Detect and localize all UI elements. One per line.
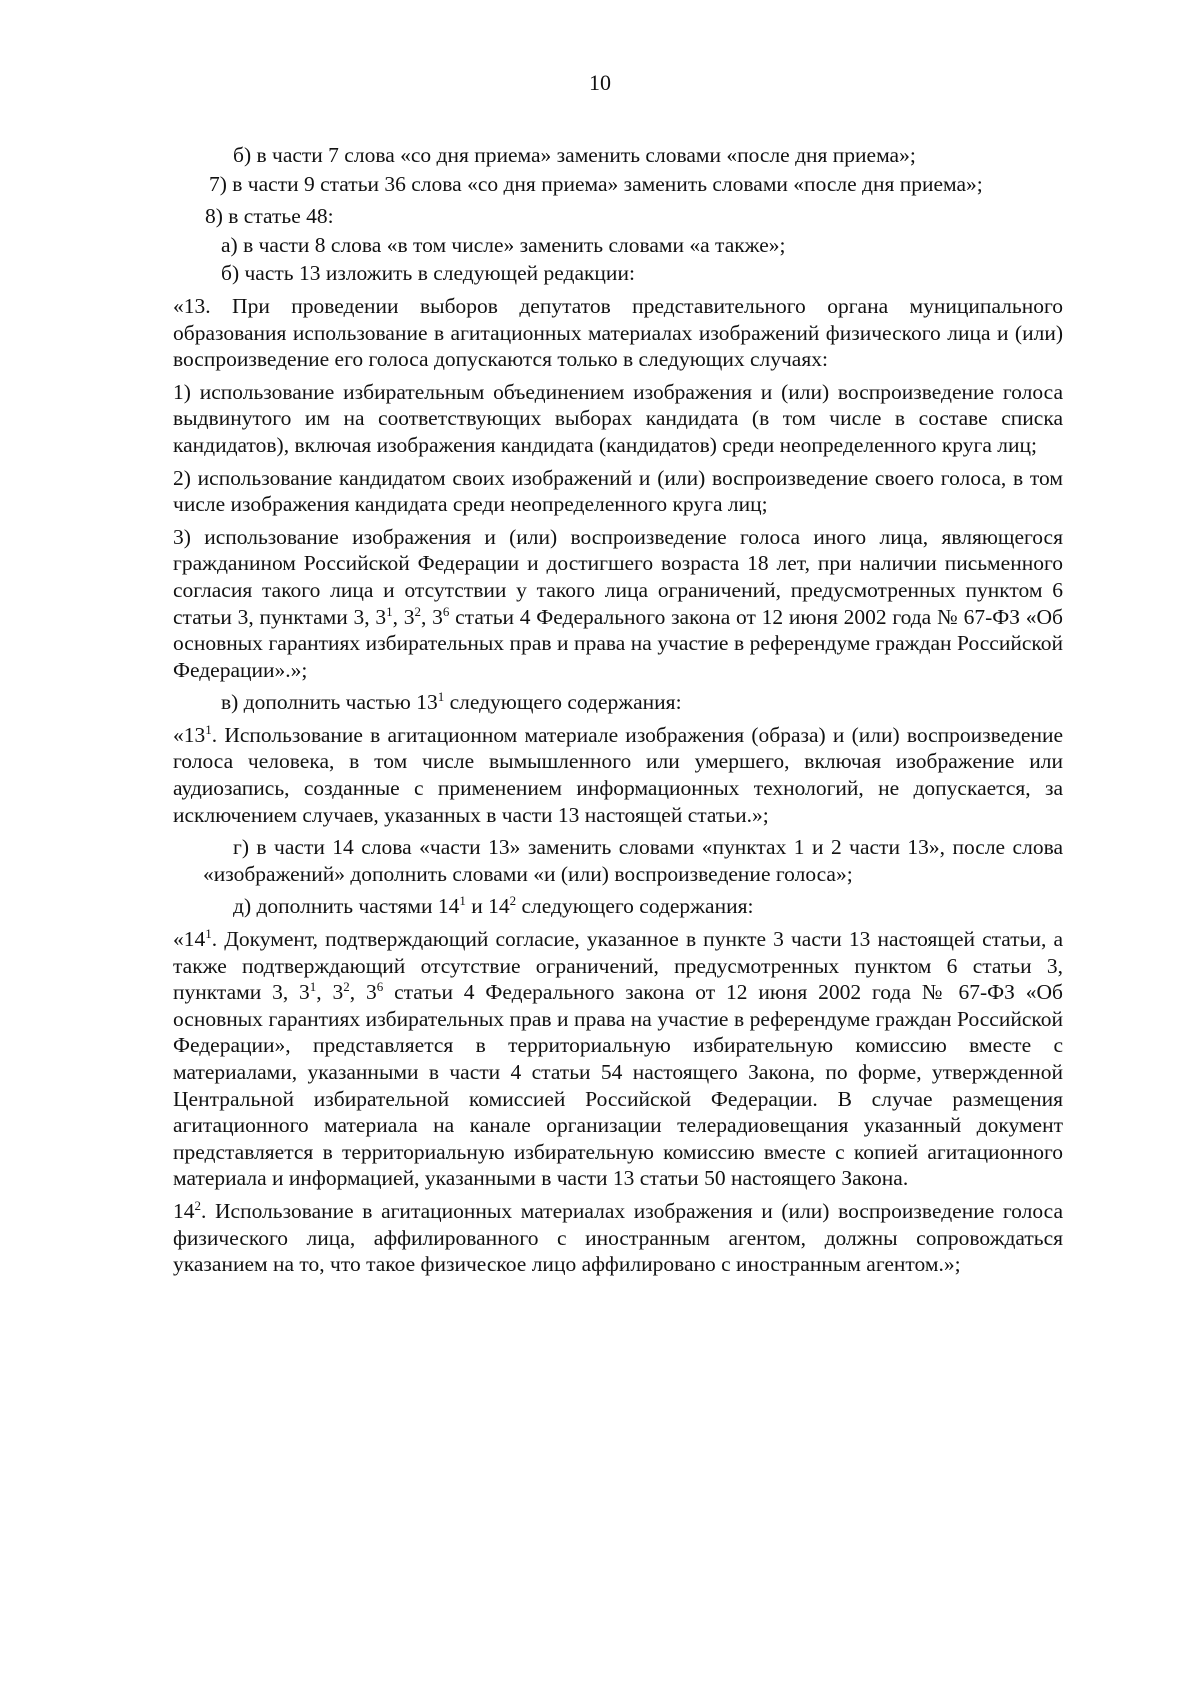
paragraph-text: а) в части 8 слова «в том числе» заменить словами «а также»; (221, 232, 786, 257)
paragraph-4 (173, 232, 1063, 259)
paragraph-text: статьи 4 Федерального закона от 12 июня 2002 года № 67-ФЗ «Об основных гарантиях избирательных прав и права на участие в референдуме граждан Российской Федерации», представляется в территориальную избирательную комиссию вместе с материалами, указанными в части 4 статьи 54 настоящего Закона, по форме, утвержденной Центральной избирательной комиссией Российской Федерации. В случае размещения агитационного материала на канале организации телерадиовещания указанный документ представляется в территориальную избирательную комиссию вместе с копией агитационного материала и информацией, указанными в части 13 статьи 50 настоящего Закона. (173, 980, 1063, 1191)
superscript-index: 2 (194, 1197, 201, 1213)
paragraph-text: , 3 (316, 980, 344, 1005)
superscript-index: 6 (442, 603, 450, 619)
document-body (173, 142, 1063, 1284)
superscript-index: 6 (376, 979, 384, 995)
paragraph-text: 14 (173, 1198, 195, 1223)
paragraph-7 (173, 379, 1063, 459)
paragraph-9 (173, 524, 1063, 684)
paragraph-14 (173, 926, 1063, 1192)
paragraph-text: «13. При проведении выборов депутатов представительного органа муниципального образования использование в агитационных материалах изображений физического лица и (или) воспроизведение его голоса допускаются только в следующих случаях: (173, 293, 1063, 372)
paragraph-text: 1) использование избирательным объединением изображения и (или) воспроизведение голоса выдвинутого им на соответствующих выборах кандидата (в том числе в составе списка кандидатов), включая изображения кандидата (кандидатов) среди неопределенного круга лиц; (173, 379, 1063, 457)
paragraph-6 (173, 293, 1063, 373)
paragraph-text: следующего содержания: (444, 690, 682, 715)
paragraph-text: г) в части 14 слова «части 13» заменить словами «пунктах 1 и 2 части 13», после слова «изображений» дополнить словами «и (или) воспроизведение голоса»; (203, 835, 1063, 886)
superscript-index: 1 (459, 893, 466, 909)
superscript-index: 2 (509, 893, 517, 909)
paragraph-text: . Использование в агитационных материалах изображения и (или) воспроизведение голоса физического лица, аффилированного с иностранным агентом, должны сопровождаться указанием на то, что такое физическое лицо аффилировано с иностранным агентом.»; (173, 1198, 1063, 1277)
paragraph-15 (173, 1198, 1063, 1278)
paragraph-text: б) в части 7 слова «со дня приема» заменить словами «после дня приема»; (233, 143, 916, 167)
superscript-index: 1 (205, 925, 212, 941)
paragraph-8 (173, 465, 1063, 518)
paragraph-text: б) часть 13 изложить в следующей редакции: (221, 261, 635, 286)
superscript-index: 1 (309, 979, 317, 995)
paragraph-text: следующего содержания: (516, 894, 754, 919)
paragraph-text: и 14 (465, 894, 510, 919)
paragraph-10 (173, 689, 1063, 716)
paragraph-3 (173, 203, 1063, 230)
paragraph-text: , 3 (421, 604, 443, 629)
superscript-index: 1 (386, 603, 393, 619)
superscript-index: 2 (343, 979, 350, 995)
paragraph-text: «14 (173, 927, 206, 952)
superscript-index: 2 (414, 603, 422, 619)
paragraph-13 (173, 893, 1063, 920)
page-number: 10 (589, 70, 611, 95)
paragraph-12 (173, 834, 1063, 887)
paragraph-text: , 3 (392, 604, 415, 629)
paragraph-1 (173, 142, 1063, 169)
paragraph-text: «13 (173, 722, 206, 747)
paragraph-text: 7) в части 9 статьи 36 слова «со дня приема» заменить словами «после дня приема»; (209, 171, 983, 196)
paragraph-text: д) дополнить частями 14 (233, 894, 460, 919)
paragraph-text: в) дополнить частью 13 (221, 690, 438, 715)
paragraph-text: , 3 (349, 980, 377, 1005)
paragraph-5 (173, 260, 1063, 287)
superscript-index: 1 (437, 689, 445, 705)
paragraph-text: статьи 4 Федерального закона от 12 июня 2002 года № 67-ФЗ «Об основных гарантиях избирательных прав и права на участие в референдуме граждан Российской Федерации».»; (173, 604, 1063, 682)
paragraph-text: . Документ, подтверждающий согласие, указанное в пункте 3 части 13 настоящей статьи, а также подтверждающий отсутствие ограничений, предусмотренных пунктом 6 статьи 3, пунктами 3, 3 (173, 927, 1063, 1005)
paragraph-2 (173, 171, 1063, 198)
paragraph-text: . Использование в агитационном материале изображения (образа) и (или) воспроизведение голоса человека, в том числе вымышленного или умершего, включая изображение или аудиозапись, созданные с применением информационных технологий, не допускается, за исключением случаев, указанных в части 13 настоящей статьи.»; (173, 722, 1063, 827)
paragraph-text: 3) использование изображения и (или) воспроизведение голоса иного лица, являющегося гражданином Российской Федерации и достигшего возраста 18 лет, при наличии письменного согласия такого лица и отсутствии у такого лица ограничений, предусмотренных пунктом 6 статьи 3, пунктами 3, 3 (173, 524, 1063, 629)
superscript-index: 1 (205, 721, 212, 737)
paragraph-11 (173, 722, 1063, 828)
paragraph-text: 2) использование кандидатом своих изображений и (или) воспроизведение своего голоса, в том числе изображения кандидата среди неопределенного круга лиц; (173, 465, 1063, 517)
paragraph-text: 8) в статье 48: (205, 204, 334, 229)
